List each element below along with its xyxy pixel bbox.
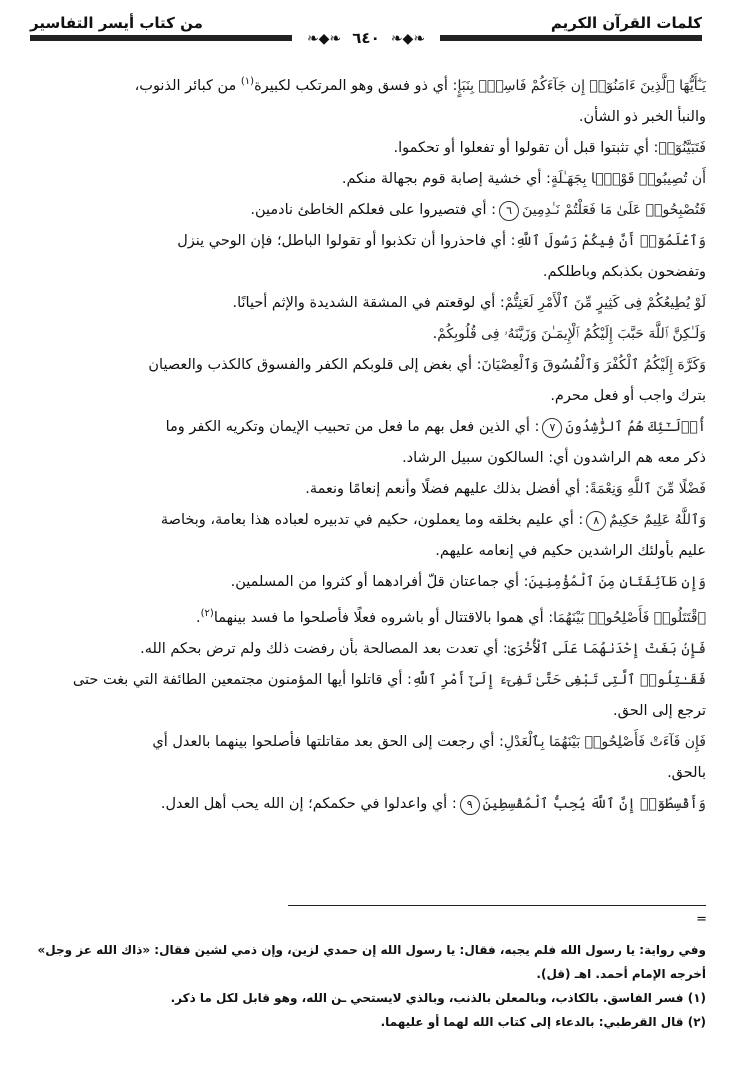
text-line <box>30 319 706 350</box>
explanation-text: : أي أفضل بذلك عليهم فضلًا وأنعم إنعامًا ونعمة. <box>305 480 590 497</box>
explanation-tail: من كبائر الذنوب، <box>134 77 241 94</box>
page-number: ٦٤٠ <box>352 29 380 47</box>
explanation-text: : أي عليم بخلقه وما يعملون، حكيم في تدبيره لعباده هذا بعامة، وبخاصة <box>160 511 584 528</box>
text-line <box>30 696 706 727</box>
header-bar-right <box>440 35 702 41</box>
explanation-text: : أي الذين فعل بهم ما فعل من تحبيب الإيمان وتكريه الكفر وما <box>165 418 540 435</box>
text-line <box>30 665 706 696</box>
explanation-text: : أي جماعتان قلّ أفرادهما أو كثروا من المسلمين. <box>230 573 529 590</box>
text-line <box>30 727 706 758</box>
footnote-divider <box>288 905 706 906</box>
text-line <box>30 634 706 665</box>
source-title: من كتاب أيسر التفاسير <box>30 14 203 32</box>
text-line <box>30 164 706 195</box>
text-line <box>30 536 706 567</box>
footnotes <box>30 938 706 1034</box>
footnote-line: أخرجه الإمام أحمد. اهـ (قل). <box>536 967 706 981</box>
text-line <box>30 598 706 634</box>
ayah-number: ٧ <box>542 418 562 438</box>
quran-phrase: فَإِنۢ بَغَتْ إِحْدَىٰهُمَا عَلَى ٱلْأُخْرَىٰ <box>507 640 706 657</box>
explanation-text: : أي لوقعتم في المشقة الشديدة والإثم أحيانًا. <box>232 294 505 311</box>
page-header <box>30 12 702 52</box>
text-line <box>30 474 706 505</box>
explanation-text: : أي هموا بالاقتتال أو باشروه فعلًا فأصلحوا ما فسد بينهما <box>213 609 554 626</box>
quran-phrase: وَٱعْلَمُوٓا۟ أَنَّ فِيكُمْ رَسُولَ ٱللَّهِ <box>515 232 706 249</box>
quran-phrase: وَكَرَّهَ إِلَيْكُمُ ٱلْكُفْرَ وَٱلْفُسُوقَ وَٱلْعِصْيَانَ <box>481 356 706 373</box>
explanation-text: : أي خشية إصابة قوم بجهالة منكم. <box>341 170 551 187</box>
footnote-line: وفي رواية: يا رسول الله فلم يجبه، فقال: يا رسول الله إن حمدي لزين، وإن ذمي لشين فقال: «ذاك الله عز وجل» <box>37 943 706 957</box>
text-line <box>30 133 706 164</box>
explanation-text: : أي رجعت إلى الحق بعد مقاتلتها فأصلحوا بينهما بالعدل أي <box>152 733 504 750</box>
text-line <box>30 257 706 288</box>
quran-phrase: وَإِن طَآئِفَتَانِ مِنَ ٱلْمُؤْمِنِينَ <box>528 573 706 590</box>
quran-phrase: لَوْ يُطِيعُكُمْ فِى كَثِيرٍ مِّنَ ٱلْأَمْرِ لَعَنِتُّمْ <box>504 294 706 311</box>
text-line <box>30 381 706 412</box>
quran-phrase: فَقَـٰتِلُوا۟ ٱلَّتِى تَبْغِى حَتَّىٰ تَفِىٓءَ إِلَىٰٓ أَمْرِ ٱللَّهِ <box>411 671 706 688</box>
ayah-number: ٩ <box>460 795 480 815</box>
text-line <box>30 443 706 474</box>
explanation-text: : أي واعدلوا في حكمكم؛ إن الله يحب أهل العدل. <box>160 795 457 812</box>
text-line <box>30 758 706 789</box>
explanation-text: والنبأ الخبر ذو الشأن. <box>578 108 706 125</box>
text-line <box>30 195 706 226</box>
footnote-ref: (٢) <box>200 607 214 619</box>
explanation-text: بترك واجب أو فعل محرم. <box>550 387 706 404</box>
text-line <box>30 102 706 133</box>
quran-phrase: وَأَقْسِطُوٓا۟ إِنَّ ٱللَّهَ يُحِبُّ ٱلْمُقْسِطِينَ <box>482 795 706 812</box>
explanation-text: عليم بأولئك الراشدين حكيم في إنعامه عليهم. <box>435 542 706 559</box>
footnote-ref: (١) <box>240 76 255 87</box>
explanation-text: ترجع إلى الحق. <box>613 702 706 719</box>
continuation-mark: = <box>696 912 707 927</box>
explanation-text: : أي تعدت بعد المصالحة بأن رفضت ذلك ولم ترض بحكم الله. <box>140 640 508 657</box>
explanation-text: ذكر معه هم الراشدون أي: السالكون سبيل الرشاد. <box>402 449 706 466</box>
ayah-number: ٨ <box>586 511 606 531</box>
quran-phrase: وَٱللَّهُ عَلِيمٌ حَكِيمٌ <box>609 511 706 528</box>
explanation-text: : أي قاتلوا أيها المؤمنون مجتمعين الطائفة التي بغت حتى <box>72 671 412 688</box>
ornament-icon: ❧◆❧ <box>390 31 426 47</box>
text-line <box>30 567 706 598</box>
footnote-line: (١) فسر الفاسق. بالكاذب، وبالمعلن بالذنب، وبالذي لايستحي ـن الله، وهو قابل لكل ما ذكر. <box>170 991 706 1005</box>
page-number-ornament <box>306 28 426 50</box>
quran-phrase: فَضْلًا مِّنَ ٱللَّهِ وَنِعْمَةً <box>589 480 706 497</box>
quran-phrase: فَتُصْبِحُوا۟ عَلَىٰ مَا فَعَلْتُمْ نَـٰدِمِينَ <box>522 201 706 218</box>
tafsir-body <box>30 66 706 820</box>
text-line <box>30 789 706 820</box>
explanation-text: : أي بغض إلى قلوبكم الكفر والفسوق كالكذب والعصيان <box>148 356 482 373</box>
text-line <box>30 226 706 257</box>
text-line <box>30 288 706 319</box>
text-line <box>30 66 706 102</box>
explanation-text: : أي تثبتوا قبل أن تقولوا أو تفعلوا أو تحكموا. <box>393 139 659 156</box>
explanation-tail: . <box>196 609 201 626</box>
book-title: كلمات القرآن الكريم <box>550 14 702 32</box>
quran-phrase: فَتَبَيَّنُوٓا۟ <box>658 139 706 156</box>
explanation-text: : أي فتصيروا على فعلكم الخاطئ نادمين. <box>250 201 497 218</box>
quran-phrase: أَن تُصِيبُوا۟ قَوْمًۢا بِجَهَـٰلَةٍ <box>550 170 706 187</box>
explanation-text: وتفضحون بكذبكم وباطلكم. <box>542 263 706 280</box>
text-line <box>30 505 706 536</box>
explanation-text: بالحق. <box>667 764 706 781</box>
footnote-line: (٢) قال القرطبي: بالدعاء إلى كتاب الله لهما أو عليهما. <box>380 1015 706 1029</box>
quran-phrase: يَـٰٓأَيُّهَا ٱلَّذِينَ ءَامَنُوٓا۟ إِن جَآءَكُمْ فَاسِقٌۢ بِنَبَإٍ <box>457 77 706 94</box>
header-bar-left <box>30 35 292 41</box>
text-line <box>30 412 706 443</box>
explanation-text: : أي فاحذروا أن تكذبوا أو تقولوا الباطل؛ فإن الوحي ينزل <box>177 232 516 249</box>
ornament-icon: ❧◆❧ <box>306 31 342 47</box>
text-line <box>30 350 706 381</box>
quran-phrase: ٱقْتَتَلُوا۟ فَأَصْلِحُوا۟ بَيْنَهُمَا <box>553 609 706 626</box>
quran-phrase: وَلَـٰكِنَّ ٱللَّهَ حَبَّبَ إِلَيْكُمُ ٱلْإِيمَـٰنَ وَزَيَّنَهُۥ فِى قُلُوبِكُمْ <box>437 325 706 342</box>
quran-phrase: أُو۟لَـٰٓئِكَ هُمُ ٱلرَّٰشِدُونَ <box>565 418 706 435</box>
explanation-text: . <box>432 325 438 342</box>
quran-phrase: فَإِن فَآءَتْ فَأَصْلِحُوا۟ بَيْنَهُمَا بِٱلْعَدْلِ <box>503 733 706 750</box>
explanation-text: : أي ذو فسق وهو المرتكب لكبيرة <box>254 77 458 94</box>
ayah-number: ٦ <box>499 201 519 221</box>
